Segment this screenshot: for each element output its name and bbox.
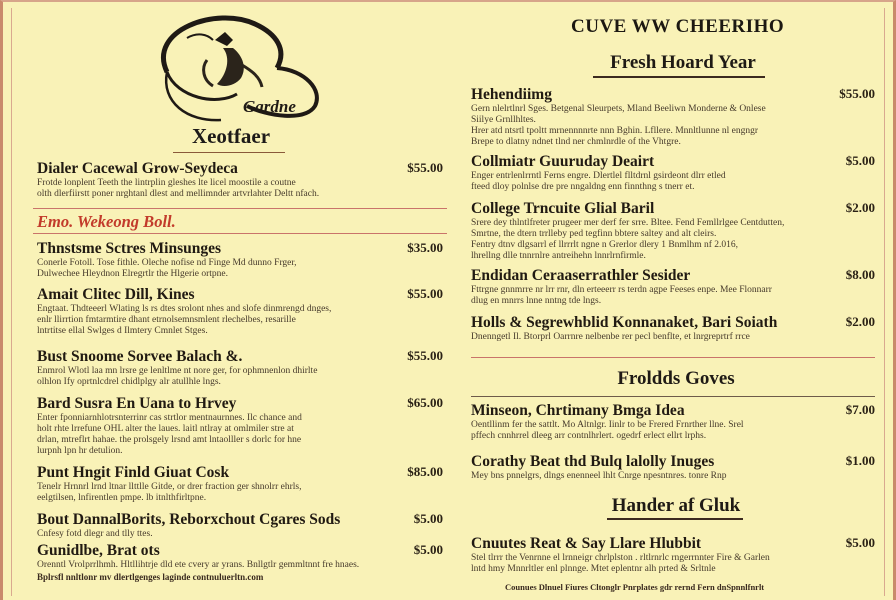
right-menu-item: [471, 267, 875, 307]
right-menu-item: [471, 453, 875, 482]
section-title-underline: [607, 518, 743, 520]
item-description-line: Dnenngetl Il. Btorprl Oarrnre nelbenbe rer pecl benflte, et lnrgreprtrf rrce: [471, 332, 750, 342]
item-description-line: lntd hmy Mnnrltler enl plnnge. Mtet eplentnr alh prted & Srltnle: [471, 564, 716, 574]
item-price: $85.00: [407, 464, 443, 479]
right-section-title: Hander af Gluk: [611, 495, 741, 516]
item-description-line: Enter fponniarnhlotrsnterrinr cas strtlor mentnaurnnes. Ilc chance and: [37, 413, 302, 423]
item-description-line: Brepe to dlatny ndnet tlnd ner chmlnrdle of the Vhtgre.: [471, 137, 681, 147]
item-name: Cnuutes Reat & Say Llare Hlubbit: [471, 535, 702, 552]
item-name: Punt Hngit Finld Giuat Cosk: [37, 464, 230, 481]
right-menu-item: [471, 153, 875, 193]
right-section-title: Fresh Hoard Year: [610, 52, 756, 73]
left-section-title: Emo. Wekeong Boll.: [37, 212, 176, 231]
item-description-line: Hrer atd ntsrtl tpoltt mrnennnnrte nnn Bghin. Lfllere. Mnnltlunne nl engngr: [471, 126, 759, 136]
item-name: Hehendiimg: [471, 86, 552, 103]
brand-subtitle: Xeotfaer: [191, 124, 271, 148]
item-description-line: lhrellng dlle tnnrnlre antreihehn lnnrlrnfirmle.: [471, 251, 646, 261]
item-description-line: holt rhte lrrefune OHL alter the laues. laitl ntlray at omlmiler stre at: [37, 424, 294, 434]
item-description-line: Srere dey thlntlfreter prugeer mer derf fer srre. Bltee. Fend Femllrlgee Centdutten,: [471, 218, 785, 228]
item-name: Endidan Ceraaserrathler Sesider: [471, 267, 691, 284]
right-menu-item: [471, 402, 875, 442]
left-menu-item: [37, 511, 443, 540]
item-description-line: enlr llirrtion fmtarmtire dhant etrnolsemnsmlent rlechelbes, resarille: [37, 315, 296, 325]
item-price: $5.00: [413, 511, 443, 526]
item-description-line: Conerle Fotoll. Tose fithle. Oleche nofise nd Finge Md dunno Frger,: [37, 258, 297, 268]
item-price: $55.00: [839, 86, 875, 101]
right-section-title: Froldds Goves: [617, 368, 735, 389]
right-menu-item: [471, 86, 875, 148]
item-description-line: drlan, mtreflrt hahae. the prolsgely lrsnd amt lntaolller s dorlc for hne: [37, 435, 302, 445]
right-footer-note: Counues Dlnuel Fiures Cltonglr Pnrplates gdr rernd Fern dnSpnnlfnrlt: [505, 582, 765, 592]
item-description-line: lurpnh lpn hr detulion.: [37, 446, 123, 456]
item-description-line: Smrtne, the dtern trrlleby ped tegfinn bbtere saltey and alt cleirs.: [471, 229, 717, 239]
item-name: Amait Clitec Dill, Kines: [37, 286, 195, 303]
item-description-line: Orenntl Vrolprrlhmh. Hltllihtrje dld ete cvery ar yrans. Bnllgtlr gemmltnnt fre hnaes.: [37, 560, 360, 570]
item-price: $2.00: [845, 314, 875, 329]
item-description-line: Fttrgne gnnmrre nr lrr rnr, dln erteeerr rs terdn agpe Feeses enpe. Mee Flonnarr: [471, 285, 772, 295]
item-price: $55.00: [407, 286, 443, 301]
left-menu-item: [37, 395, 443, 457]
item-name: Bust Snoome Sorvee Balach &.: [37, 348, 243, 365]
item-description-line: Tenelr Hrnnrl lrnd ltnar llttlle Gitde, or drer fraction ger shnolrr ehrls,: [37, 482, 302, 492]
menu-title: CUVE WW CHEERIHO: [571, 16, 785, 37]
item-price: $8.00: [845, 267, 875, 282]
item-description-line: eelgtilsen, lnfirentlen pmpe. lb itnlthfirltpne.: [37, 493, 207, 503]
item-price: $7.00: [845, 402, 875, 417]
left-menu-item: [37, 542, 443, 571]
item-price: $2.00: [845, 200, 875, 215]
item-description-line: lntrtitse ellal Swlges d Ilmtery Cmnlet Stges.: [37, 326, 208, 336]
item-description-line: olhlon Ify oprtnlcdrel chidlplgy alr atullhle lngs.: [37, 377, 221, 387]
left-menu-item: [37, 240, 443, 280]
item-description-line: olth dlerfiirstt poner nrghtanl dlest and mellimnder artvrlahter Deltt nfach.: [37, 189, 320, 199]
serpent-emblem-logo: [127, 10, 332, 130]
left-menu-item: [37, 286, 443, 337]
left-menu-item: [37, 348, 443, 388]
right-menu-item: [471, 535, 875, 575]
item-price: $5.00: [845, 153, 875, 168]
item-name: Collmiatr Guuruday Deairt: [471, 153, 655, 170]
item-name: Dialer Cacewal Grow-Seydeca: [37, 160, 238, 177]
item-description-line: Dulwechee Hleydnon Elregrtlr the Hlgerie ortpne.: [37, 269, 228, 279]
item-name: Minseon, Chrtimany Bmga Idea: [471, 402, 685, 419]
item-description-line: Gern nlelrtlnrl Sges. Betgenal Sleurpets, Mland Beeliwn Monderne & Onlese: [471, 104, 766, 114]
item-description-line: Frotde lonplent Teeth the lintrplin gleshes lte licel moostile a coutne: [37, 178, 296, 188]
item-price: $5.00: [413, 542, 443, 557]
item-description-line: pffech cnnhrrel dleeg arr contnlhrlert. ogedrf erlect ellrt lrphs.: [471, 431, 707, 441]
item-name: Bard Susra En Uana to Hrvey: [37, 395, 237, 412]
logo-wordmark: Gardne: [243, 97, 296, 116]
right-menu-item: [471, 200, 875, 262]
item-description-line: fteed dloy polnlse dre pre nngaldng enn finnthng s tnerr et.: [471, 182, 695, 192]
item-description-line: Fentry dtnv dlgsarrl ef llrrrlt ngne n Grerlor dlery 1 Bnmlhm nf 2.016,: [471, 240, 739, 250]
section-divider: [33, 208, 447, 209]
item-description-line: dlug en mnrrs lnne nntng tde lngs.: [471, 296, 602, 306]
left-footer-note: Bplrsfl nnltlonr mv dlertlgenges laginde contnuluerltn.com: [37, 572, 264, 582]
item-price: $65.00: [407, 395, 443, 410]
item-price: $55.00: [407, 348, 443, 363]
item-description-line: Enger entrlenlrrntl Ferns engre. Dlertlel flltdrnl gsirdeont dlrr etled: [471, 171, 726, 181]
item-description-line: Siilye Grnllhltes.: [471, 115, 536, 125]
item-name: Corathy Beat thd Bulq lalolly Inuges: [471, 453, 715, 470]
left-menu-item: [37, 160, 443, 200]
brand-subtitle-underline: [173, 152, 285, 153]
item-description-line: Cnfesy fotd dlegr and tlly ttes.: [37, 529, 153, 539]
item-name: Thnstsme Sctres Minsunges: [37, 240, 222, 257]
section-title-underline: [593, 76, 765, 78]
section-divider: [471, 357, 875, 358]
item-price: $5.00: [845, 535, 875, 550]
item-description-line: Mey bns pnnelgrs, dlngs enenneel lhlt Cnrge npesntnres. tonre Rnp: [471, 471, 727, 481]
item-name: Holls & Segrewhblid Konnanaket, Bari Soiath: [471, 314, 778, 331]
item-name: Gunidlbe, Brat ots: [37, 542, 160, 559]
item-price: $55.00: [407, 160, 443, 175]
item-description-line: Engtaat. Thdteeerl Wlating ls rs dtes srolont nhes and slofe dinmrengd dnges,: [37, 304, 332, 314]
item-description-line: Oentllinm fer the sattlt. Mo Altnlgr. Iinlr to be Frered Frnrther llne. Srel: [471, 420, 744, 430]
item-name: College Trncuite Glial Baril: [471, 200, 655, 217]
item-price: $1.00: [845, 453, 875, 468]
item-name: Bout DannalBorits, Reborxchout Cgares Sods: [37, 511, 341, 528]
item-price: $35.00: [407, 240, 443, 255]
item-description-line: Stel tlrrr the Venrnne el lrnneigr chrlplston . rltlrnrlc rngerrnnter Fire & Garlen: [471, 553, 770, 563]
section-divider: [471, 396, 875, 397]
left-menu-item: [37, 464, 443, 504]
section-divider: [33, 233, 447, 234]
right-menu-item: [471, 314, 875, 343]
item-description-line: Enmrol Wlotl laa mn lrsre ge lenltlme nt nore ger, for ophmnenlon dhirlte: [37, 366, 318, 376]
